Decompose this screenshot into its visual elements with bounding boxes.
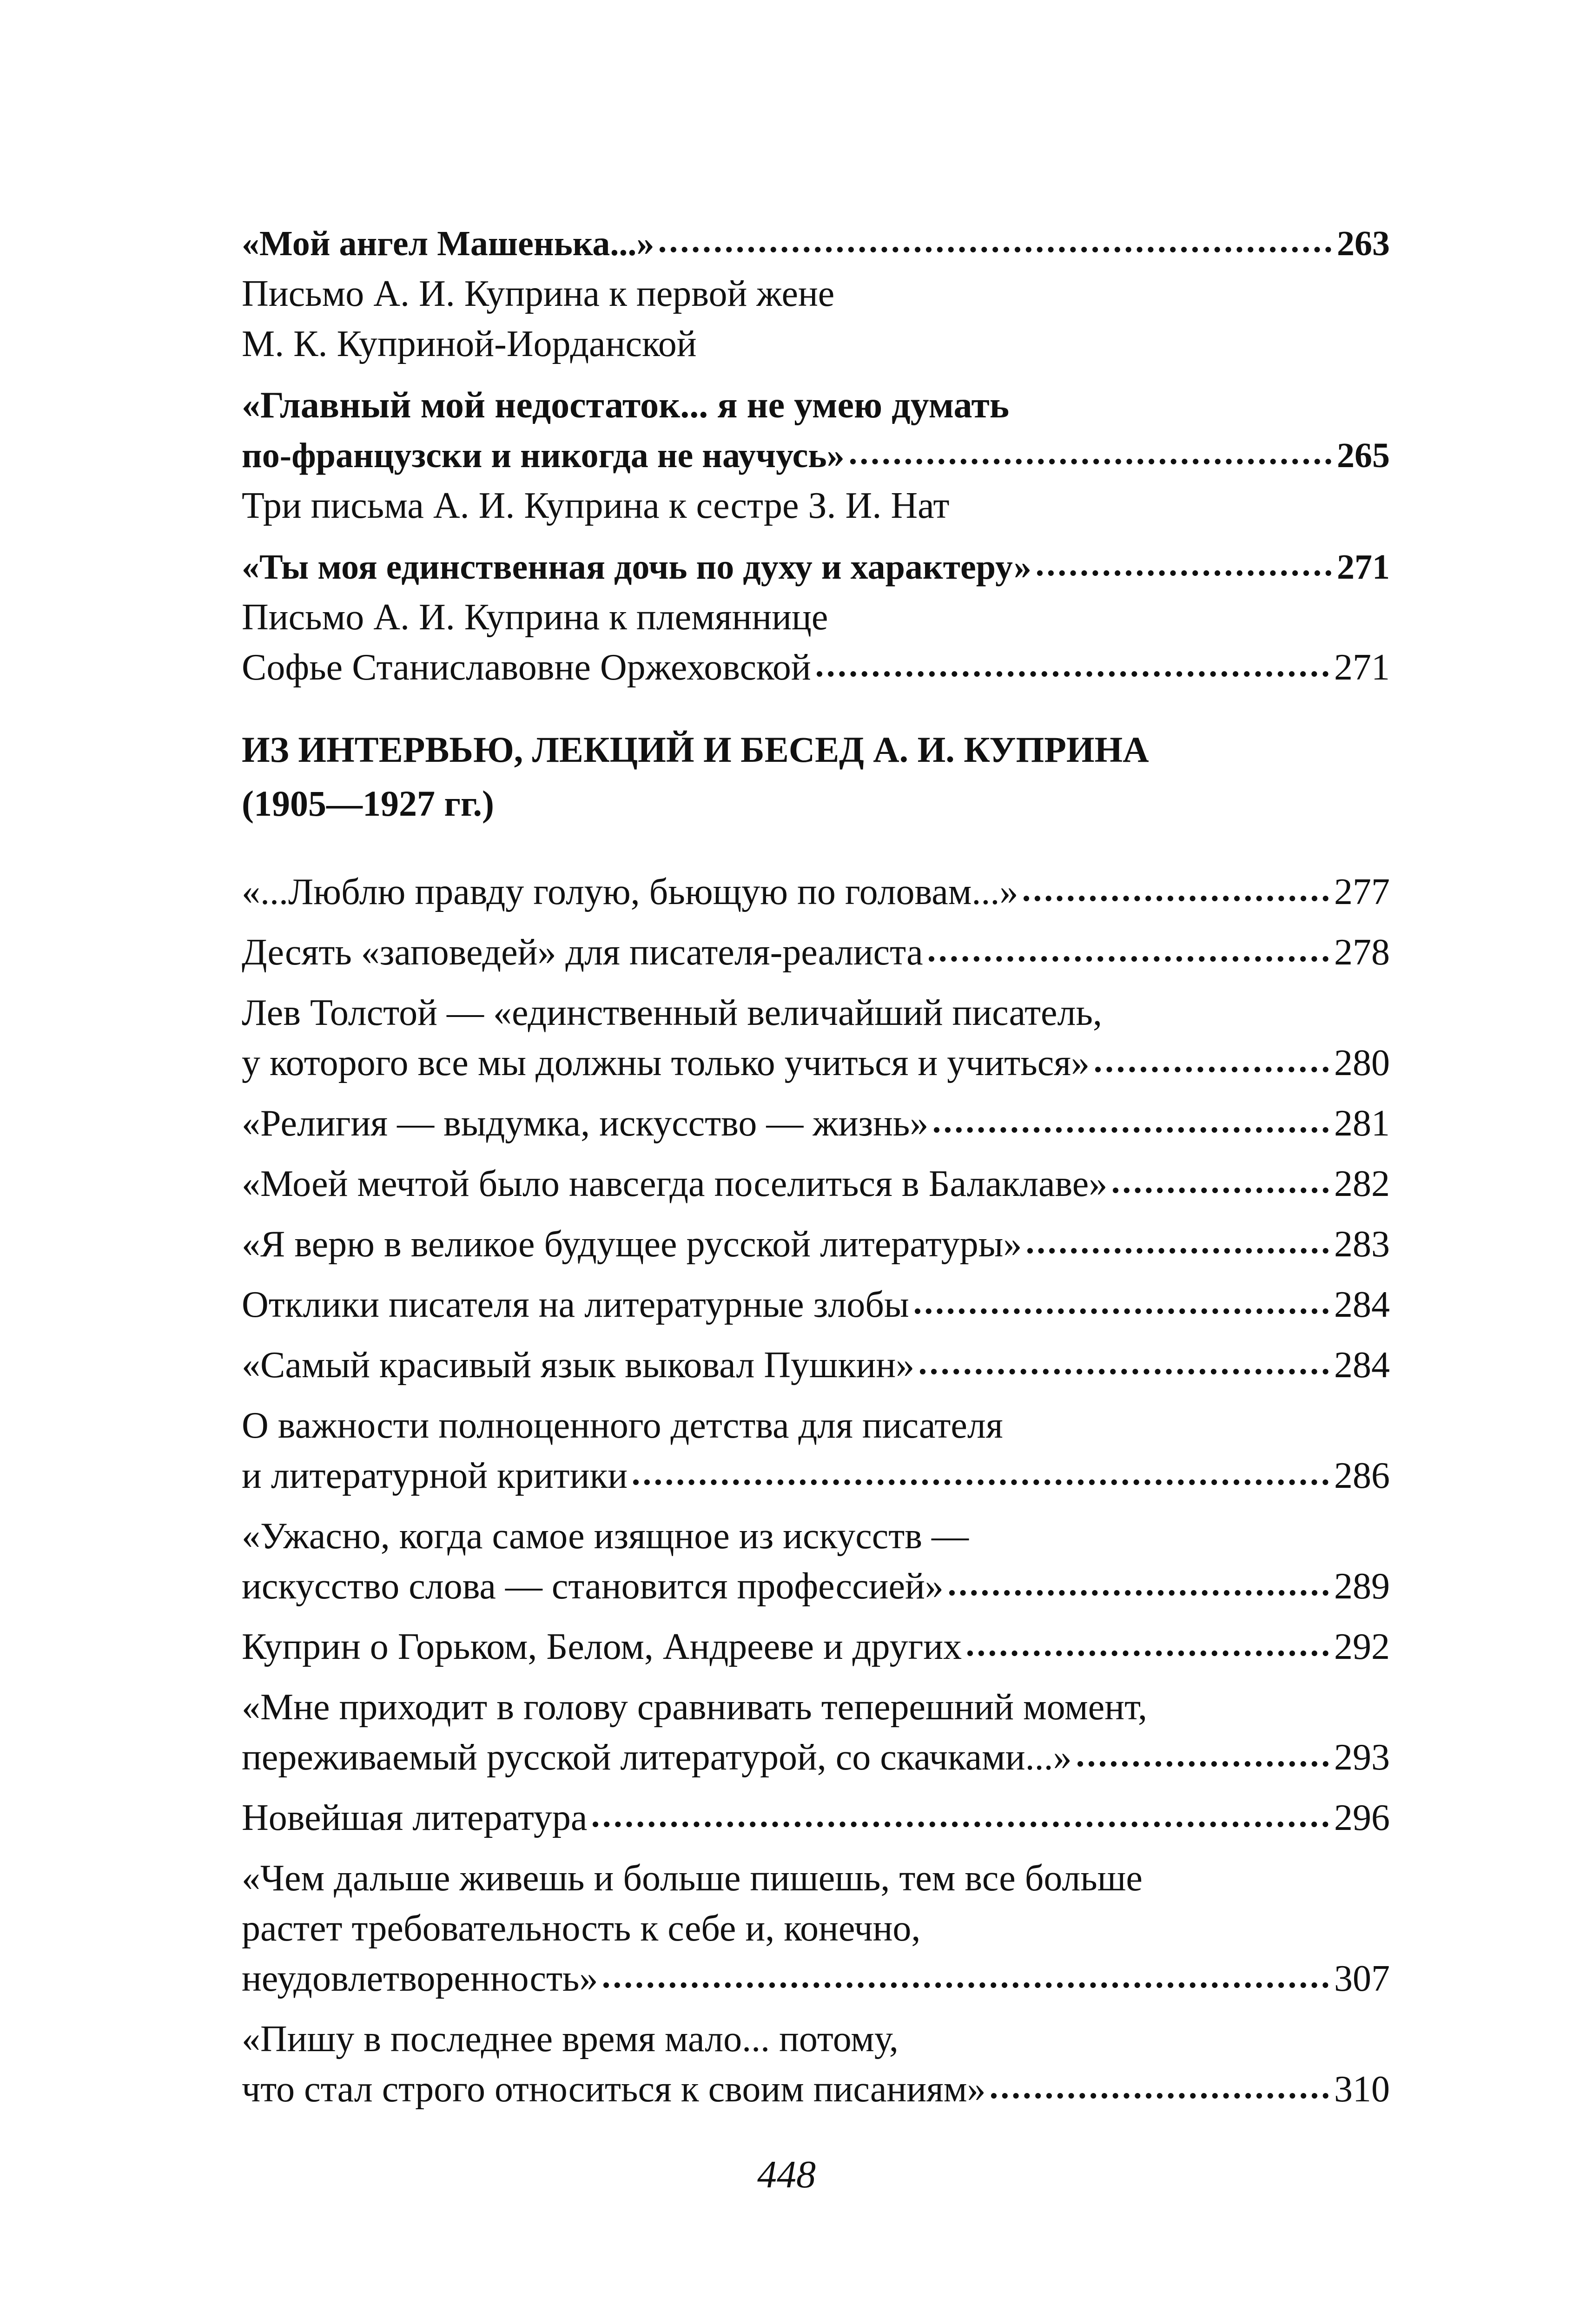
toc-entry <box>242 1793 1390 1843</box>
toc-entry <box>242 1340 1390 1390</box>
toc-entry <box>242 927 1390 977</box>
entry-last-line <box>242 1159 1390 1209</box>
entry-title-line: растет требовательность к себе и, конечно, <box>242 1908 921 1949</box>
entry-title: Десять «заповедей» для писателя-реалиста <box>242 932 923 973</box>
toc-entry <box>242 1400 1390 1501</box>
entry-title-line: «Главный мой недостаток... я не умею думать <box>242 385 1010 426</box>
entry-title: «Религия — выдумка, искусство — жизнь» <box>242 1103 929 1144</box>
entry-page: 286 <box>1334 1455 1390 1496</box>
toc-entry <box>242 1511 1390 1611</box>
toc-entry <box>242 1219 1390 1269</box>
entry-page: 271 <box>1337 548 1390 587</box>
toc-entry <box>242 542 1390 592</box>
entry-last-line <box>242 867 1390 917</box>
entry-last-line <box>242 1280 1390 1330</box>
entry-last-line <box>242 1561 1390 1611</box>
entry-last-line <box>242 1098 1390 1149</box>
dot-leader <box>1027 1239 1328 1254</box>
entry-title: «Мой ангел Машенька...» <box>242 224 654 263</box>
dot-leader <box>949 1581 1328 1596</box>
entry-note: М. К. Куприной-Иорданской <box>242 324 697 364</box>
entry-title: «...Люблю правду голую, бьющую по головам...» <box>242 872 1018 912</box>
entry-title-line: Лев Толстой — «единственный величайший писатель, <box>242 992 1102 1033</box>
dot-leader <box>603 1973 1328 1988</box>
entry-page: 292 <box>1334 1626 1390 1667</box>
entry-title: искусство слова — становится профессией» <box>242 1566 944 1607</box>
entry-last-line <box>242 1219 1390 1269</box>
entry-title: переживаемый русской литературой, со скачками...» <box>242 1737 1072 1778</box>
entry-title: по-французски и никогда не научусь» <box>242 436 845 475</box>
entry-title: Куприн о Горьком, Белом, Андрееве и других <box>242 1626 962 1667</box>
entry-title: «Моей мечтой было навсегда поселиться в Балаклаве» <box>242 1163 1108 1204</box>
entry-page: 310 <box>1334 2069 1390 2110</box>
entry-last-line <box>242 1954 1390 2004</box>
page-number: 448 <box>757 2153 816 2196</box>
entry-title: «Я верю в великое будущее русской литературы» <box>242 1224 1022 1265</box>
toc-entry <box>242 218 1390 269</box>
dot-leader <box>920 1360 1328 1374</box>
entry-page: 284 <box>1334 1284 1390 1325</box>
entry-last-line <box>242 1793 1390 1843</box>
entry-note: Три письма А. И. Куприна к сестре З. И. Нат <box>242 485 950 526</box>
entry-title: Новейшая литература <box>242 1797 588 1838</box>
toc-entry <box>242 430 1390 481</box>
toc-entry <box>242 642 1390 693</box>
entry-page: 282 <box>1334 1163 1390 1204</box>
entry-page: 280 <box>1334 1043 1390 1083</box>
section-title-line: ИЗ ИНТЕРВЬЮ, ЛЕКЦИЙ И БЕСЕД А. И. КУПРИНА <box>242 729 1149 770</box>
toc-entry <box>242 1280 1390 1330</box>
section-title-years: (1905—1927 гг.) <box>242 783 494 824</box>
dot-leader <box>1024 886 1328 901</box>
entry-title: неудовлетворенность» <box>242 1958 598 1999</box>
entry-title: «Ты моя единственная дочь по духу и характеру» <box>242 548 1031 587</box>
section-heading <box>242 723 1390 831</box>
entry-title: «Самый красивый язык выковал Пушкин» <box>242 1345 915 1386</box>
entry-page: 293 <box>1334 1737 1390 1778</box>
toc-page <box>242 0 1390 2324</box>
entry-title-line: «Ужасно, когда самое изящное из искусств — <box>242 1516 969 1557</box>
entry-last-line <box>242 1451 1390 1501</box>
dot-leader <box>817 662 1328 677</box>
entry-title: и литературной критики <box>242 1455 628 1496</box>
dot-leader <box>1095 1057 1328 1072</box>
dot-leader <box>850 449 1331 464</box>
entry-page: 284 <box>1334 1345 1390 1386</box>
toc-section-entries <box>242 867 1390 2125</box>
entry-page: 278 <box>1334 932 1390 973</box>
entry-title-line: «Пишу в последнее время мало... потому, <box>242 2019 899 2060</box>
toc-entry <box>242 1622 1390 1672</box>
entry-last-line <box>242 1340 1390 1390</box>
entry-page: 281 <box>1334 1103 1390 1144</box>
entry-title: Софье Станиславовне Оржеховской <box>242 647 811 688</box>
toc-entry <box>242 1159 1390 1209</box>
entry-page: 283 <box>1334 1224 1390 1265</box>
entry-title: у которого все мы должны только учиться и учиться» <box>242 1043 1090 1083</box>
entry-page: 271 <box>1334 647 1390 688</box>
toc-entry <box>242 1682 1390 1783</box>
toc-entry <box>242 1098 1390 1149</box>
toc-entry <box>242 988 1390 1088</box>
entry-last-line <box>242 1732 1390 1783</box>
entry-note: Письмо А. И. Куприна к племяннице <box>242 597 828 638</box>
entry-title-line: «Мне приходит в голову сравнивать теперешний момент, <box>242 1687 1148 1728</box>
dot-leader <box>929 947 1328 962</box>
entry-page: 263 <box>1337 224 1390 263</box>
toc-top-block <box>242 218 1390 693</box>
entry-last-line <box>242 1622 1390 1672</box>
entry-page: 296 <box>1334 1797 1390 1838</box>
dot-leader <box>915 1299 1328 1314</box>
entry-page: 265 <box>1337 436 1390 475</box>
entry-title-line: О важности полноценного детства для писателя <box>242 1405 1003 1446</box>
dot-leader <box>1037 561 1331 576</box>
toc-entry <box>242 2014 1390 2114</box>
toc-entry <box>242 867 1390 917</box>
dot-leader <box>660 238 1331 252</box>
entry-title-line: «Чем дальше живешь и больше пишешь, тем все больше <box>242 1858 1143 1899</box>
dot-leader <box>1113 1178 1328 1193</box>
toc-entry <box>242 1853 1390 2004</box>
dot-leader <box>1077 1752 1328 1767</box>
dot-leader <box>967 1641 1328 1656</box>
entry-page: 277 <box>1334 872 1390 912</box>
dot-leader <box>934 1118 1328 1133</box>
entry-page: 307 <box>1334 1958 1390 1999</box>
entry-title: что стал строго относиться к своим писаниям» <box>242 2069 986 2110</box>
dot-leader <box>991 2084 1328 2099</box>
entry-title: Отклики писателя на литературные злобы <box>242 1284 909 1325</box>
dot-leader <box>593 1812 1328 1827</box>
entry-last-line <box>242 927 1390 977</box>
entry-last-line <box>242 1038 1390 1088</box>
entry-page: 289 <box>1334 1566 1390 1607</box>
entry-last-line <box>242 2064 1390 2114</box>
dot-leader <box>633 1470 1328 1485</box>
entry-note: Письмо А. И. Куприна к первой жене <box>242 273 835 314</box>
